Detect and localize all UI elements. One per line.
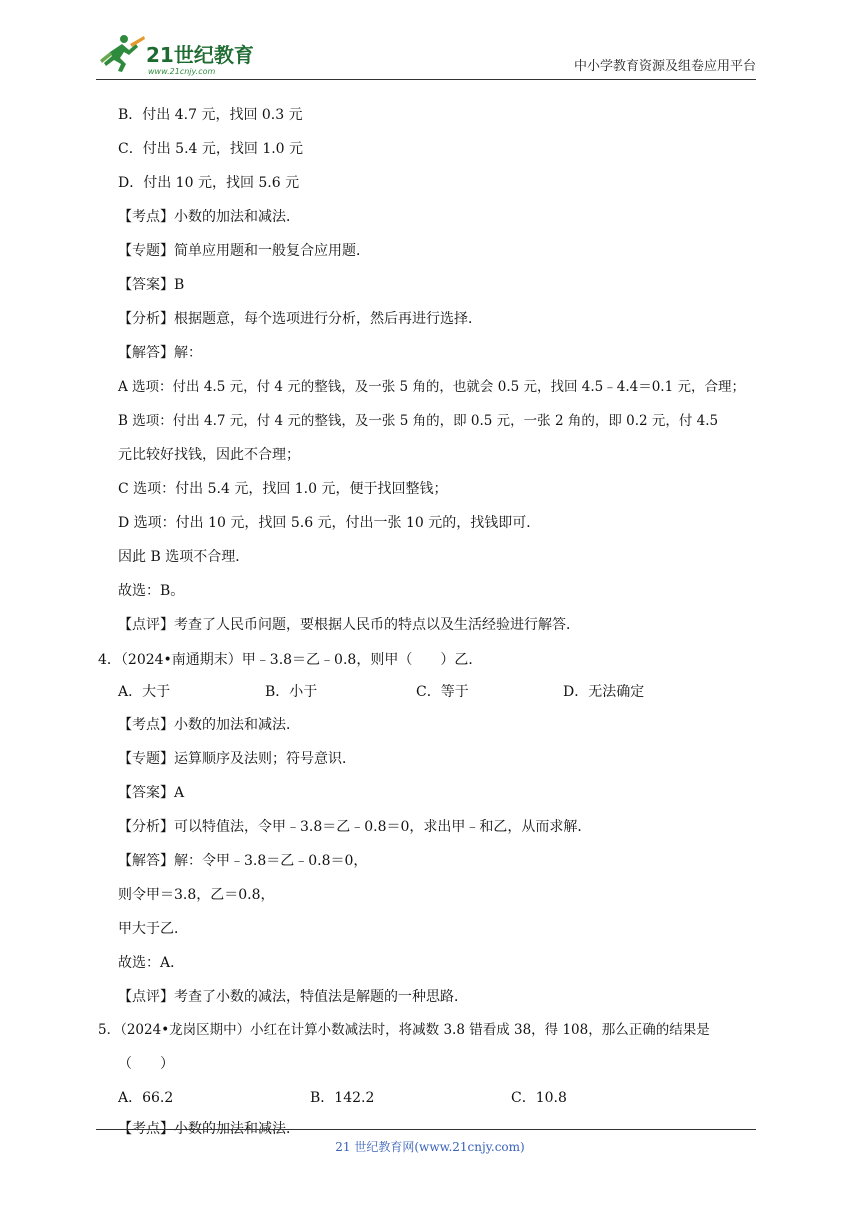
review-q3: 【点评】考查了人民币问题，要根据人民币的特点以及生活经验进行解答． [118, 617, 580, 633]
question-4: 4．（2024•南通期末）甲﹣3.8＝乙﹣0.8，则甲（ ）乙． [98, 652, 483, 668]
kaodian-q5: 【考点】小数的加法和减法． [118, 1121, 300, 1137]
footer-divider [96, 1129, 756, 1130]
solution-q4-line2: 则令甲＝3.8，乙＝0.8， [118, 887, 275, 903]
solution-q4-line3: 甲大于乙． [118, 921, 188, 937]
runner-icon [100, 35, 145, 72]
option-d-q3: D．付出 10 元，找回 5.6 元 [118, 175, 300, 191]
answer-q4: 【答案】A [118, 785, 185, 801]
option-c-q3: C．付出 5.4 元，找回 1.0 元 [118, 141, 304, 157]
svg-text:www.21cnjy.com: www.21cnjy.com [148, 67, 216, 76]
analysis-q3: 【分析】根据题意，每个选项进行分析，然后再进行选择． [118, 311, 482, 327]
q4-option-c[interactable]: C．等于 [416, 684, 469, 700]
solution-q3-b: B 选项：付出 4.7 元，付 4 元的整钱，及一张 5 角的，即 0.5 元，一张 2 角的，即 0.2 元，付 4.5 [118, 413, 719, 429]
header-divider [96, 79, 756, 80]
solution-q3: 【解答】解： [118, 345, 202, 361]
q4-option-d[interactable]: D．无法确定 [563, 684, 645, 700]
choice-q3: 故选：B。 [118, 583, 185, 599]
solution-q3-b-cont: 元比较好找钱，因此不合理； [118, 447, 300, 463]
choice-q4: 故选：A． [118, 955, 185, 971]
solution-q3-conclusion: 因此 B 选项不合理． [118, 549, 250, 565]
q4-option-a[interactable]: A．大于 [118, 684, 171, 700]
kaodian-q4: 【考点】小数的加法和减法． [118, 717, 300, 733]
question-5-blank: （ ） [118, 1056, 174, 1072]
q5-option-b[interactable]: B．142.2 [310, 1090, 375, 1106]
solution-q3-d: D 选项：付出 10 元，找回 5.6 元，付出一张 10 元的，找钱即可． [118, 515, 541, 531]
q4-option-b[interactable]: B．小于 [265, 684, 318, 700]
platform-title: 中小学教育资源及组卷应用平台 [573, 59, 756, 74]
review-q4: 【点评】考查了小数的减法，特值法是解题的一种思路． [118, 989, 468, 1005]
q5-option-c[interactable]: C．10.8 [511, 1090, 567, 1106]
footer-link[interactable]: 21 世纪教育网(www.21cnjy.com) [335, 1140, 525, 1154]
answer-q3: 【答案】B [118, 277, 185, 293]
analysis-q4: 【分析】可以特值法，令甲﹣3.8＝乙﹣0.8＝0，求出甲﹣和乙，从而求解． [118, 819, 592, 835]
zhuanti-q3: 【专题】简单应用题和一般复合应用题． [118, 243, 370, 259]
svg-text:21世纪教育: 21世纪教育 [146, 43, 254, 67]
page-header [96, 30, 756, 78]
kaodian-q3: 【考点】小数的加法和减法． [118, 209, 300, 225]
site-logo[interactable] [96, 30, 266, 78]
zhuanti-q4: 【专题】运算顺序及法则；符号意识． [118, 751, 356, 767]
solution-q3-c: C 选项：付出 5.4 元，找回 1.0 元，便于找回整钱； [118, 481, 448, 497]
solution-q3-a: A 选项：付出 4.5 元，付 4 元的整钱，及一张 5 角的，也就会 0.5 元，找回 4.5﹣4.4＝0.1 元，合理； [118, 379, 745, 395]
question-5: 5．（2024•龙岗区期中）小红在计算小数减法时，将减数 3.8 错看成 38，得 108，那么正确的结果是 [98, 1022, 710, 1038]
q5-option-a[interactable]: A．66.2 [118, 1090, 174, 1106]
solution-q4: 【解答】解：令甲﹣3.8＝乙﹣0.8＝0， [118, 853, 368, 869]
option-b-q3: B．付出 4.7 元，找回 0.3 元 [118, 107, 303, 123]
